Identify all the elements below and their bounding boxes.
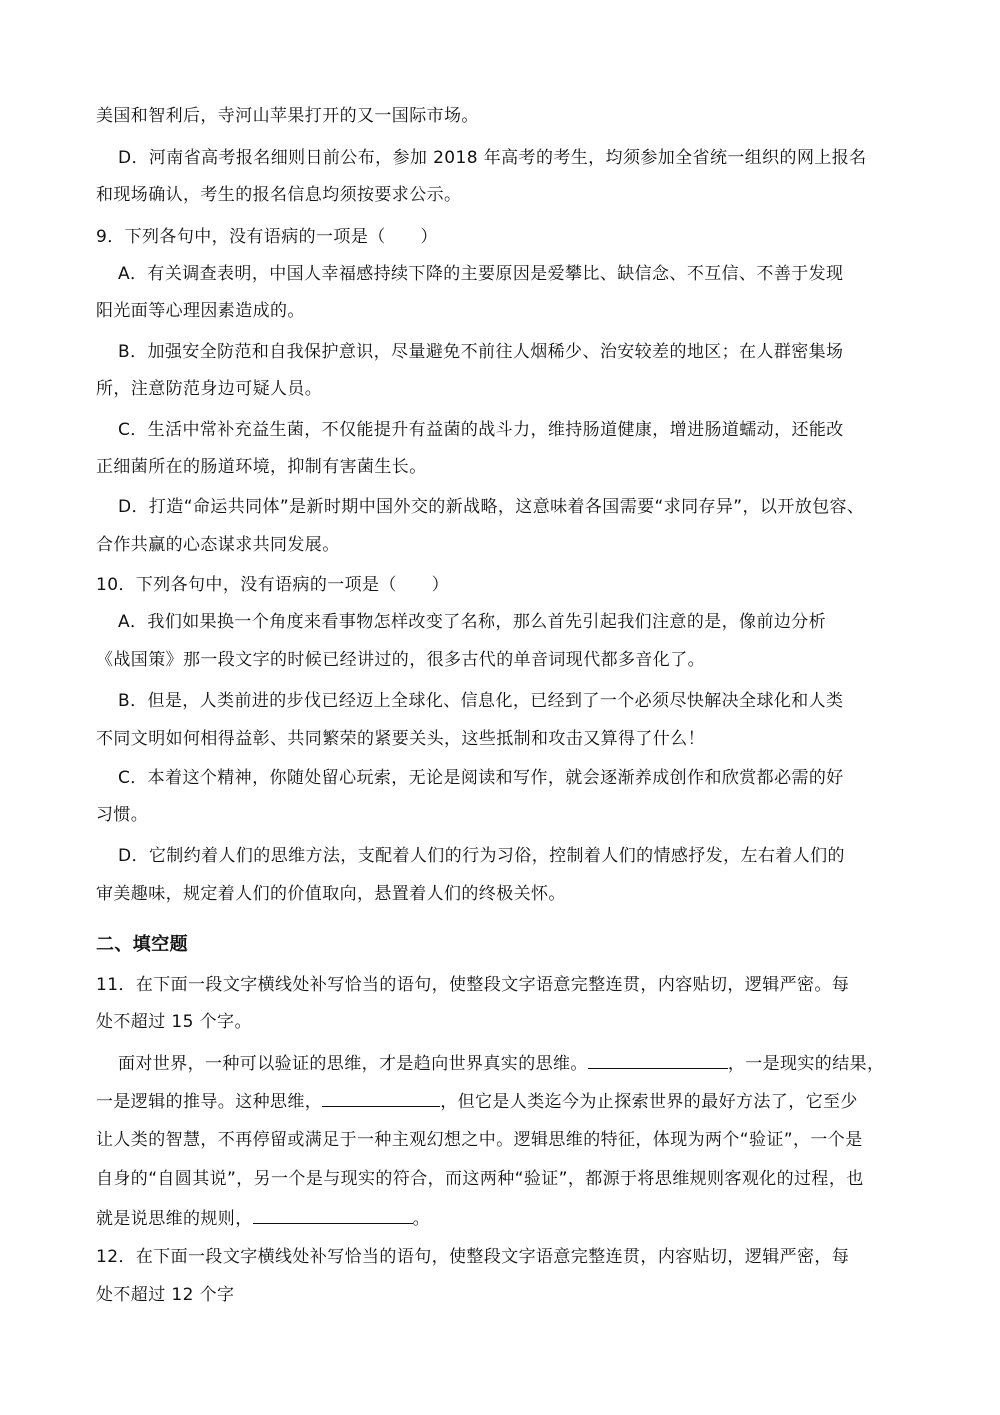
q9-option-a-line2: 阳光面等心理因素造成的。 [96,301,305,321]
q10-option-a-line1: A．我们如果换一个角度来看事物怎样改变了名称，那么首先引起我们注意的是，像前边分析 [118,612,827,632]
question-9-stem: 9．下列各句中，没有语病的一项是（ ） [96,227,438,247]
question-12-stem-line1: 12．在下面一段文字横线处补写恰当的语句，使整段文字语意完整连贯，内容贴切，逻辑严密，每 [96,1247,850,1267]
option-d-q8-line2: 和现场确认，考生的报名信息均须按要求公示。 [96,185,462,205]
q10-option-d-line2: 审美趣味，规定着人们的价值取向，悬置着人们的终极关怀。 [96,884,566,904]
q10-option-b-line1: B．但是，人类前进的步伐已经迈上全球化、信息化，已经到了一个必须尽快解决全球化和人类 [118,691,844,711]
answer-blank-2[interactable] [322,1089,440,1107]
passage-line5 [96,1206,430,1231]
q9-option-d-line1: D．打造“命运共同体”是新时期中国外交的新战略，这意味着各国需要“求同存异”，以开放包容、 [118,497,865,517]
passage-line2 [96,1089,858,1114]
passage-text: ，一是现实的结果， [727,1054,885,1074]
q10-option-d-line1: D．它制约着人们的思维方法，支配着人们的行为习俗，控制着人们的情感抒发，左右着人们的 [118,846,845,866]
q9-option-a-line1: A．有关调查表明，中国人幸福感持续下降的主要原因是爱攀比、缺信念、不互信、不善于发现 [118,264,844,284]
passage-line1 [118,1051,884,1076]
q10-option-c-line1: C．本着这个精神，你随处留心玩索，无论是阅读和写作，就会逐渐养成创作和欣赏都必需的好 [118,768,844,788]
q10-option-a-line2: 《战国策》那一段文字的时候已经讲过的，很多古代的单音词现代都多音化了。 [96,650,705,670]
q9-option-b-line2: 所，注意防范身边可疑人员。 [96,379,323,399]
question-12-stem-line2: 处不超过 12 个字 [96,1285,235,1305]
passage-line4: 自身的“自圆其说”，另一个是与现实的符合，而这两种“验证”，都源于将思维规则客观化的过程，也 [96,1169,864,1189]
q9-option-c-line2: 正细菌所在的肠道环境，抑制有害菌生长。 [96,457,427,477]
question-11-stem-line1: 11．在下面一段文字横线处补写恰当的语句，使整段文字语意完整连贯，内容贴切，逻辑严密。每 [96,975,850,995]
q9-option-c-line1: C．生活中常补充益生菌，不仅能提升有益菌的战斗力，维持肠道健康，增进肠道蠕动，还能改 [118,420,844,440]
passage-text: 就是说思维的规则， [96,1209,253,1229]
q10-option-c-line2: 习惯。 [96,805,149,825]
question-11-stem-line2: 处不超过 15 个字。 [96,1012,252,1032]
question-10-stem: 10．下列各句中，没有语病的一项是（ ） [96,575,450,595]
section-heading: 二、填空题 [96,934,188,955]
q9-option-d-line2: 合作共赢的心态谋求共同发展。 [96,535,340,555]
passage-line3: 让人类的智慧，不再停留或满足于一种主观幻想之中。逻辑思维的特征，体现为两个“验证”，一个是 [96,1130,863,1150]
q9-option-b-line1: B．加强安全防范和自我保护意识，尽量避免不前往人烟稀少、治安较差的地区；在人群密集场 [118,342,844,362]
passage-text: 。 [412,1209,431,1229]
text-line: 美国和智利后，寺河山苹果打开的又一国际市场。 [96,106,479,126]
answer-blank-1[interactable] [588,1051,728,1069]
passage-text: 面对世界，一种可以验证的思维，才是趋向世界真实的思维。 [118,1054,588,1074]
q10-option-b-line2: 不同文明如何相得益彰、共同繁荣的紧要关头，这些抵制和攻击又算得了什么！ [96,729,705,749]
passage-text: 一是逻辑的推导。这种思维， [96,1092,323,1112]
passage-text: ，但它是人类迄今为止探索世界的最好方法了，它至少 [440,1092,858,1112]
answer-blank-3[interactable] [253,1206,413,1224]
option-d-q8-line1: D．河南省高考报名细则日前公布，参加 2018 年高考的考生，均须参加全省统一组织的网上报名 [118,148,867,168]
